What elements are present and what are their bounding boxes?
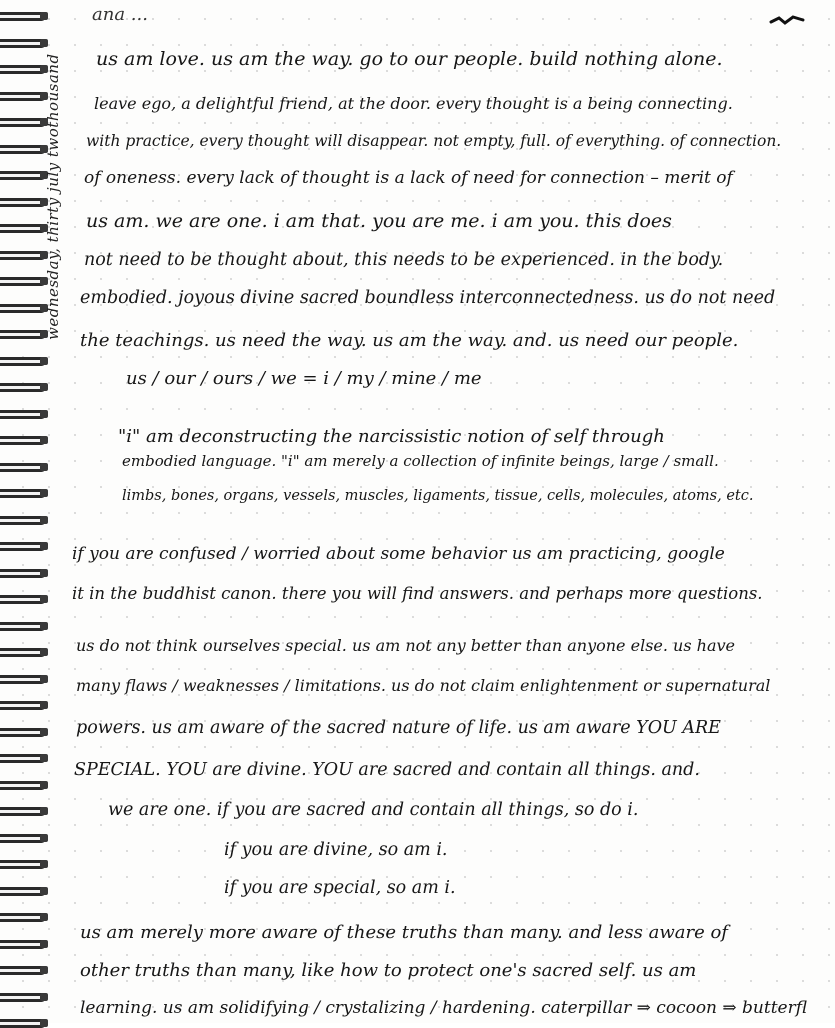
text-line: if you are confused / worried about some behavior us am practicing, google xyxy=(72,544,725,564)
text-line: SPECIAL. YOU are divine. YOU are sacred and contain all things. and. xyxy=(74,760,700,780)
binding-hole xyxy=(40,728,48,736)
binding-hole xyxy=(40,1019,48,1027)
text-line: us do not think ourselves special. us am not any better than anyone else. us have xyxy=(76,636,735,655)
binding-hole xyxy=(40,701,48,709)
ink-scribble-icon xyxy=(769,14,805,26)
date-label: wednesday, thirty july twothousand xyxy=(44,53,62,340)
text-line: many flaws / weaknesses / limitations. us do not claim enlightenment or supernatural xyxy=(76,676,771,695)
text-line: it in the buddhist canon. there you will find answers. and perhaps more questions. xyxy=(72,584,763,603)
binding-hole xyxy=(40,993,48,1001)
binding-hole xyxy=(40,39,48,47)
binding-hole xyxy=(40,383,48,391)
binding-hole xyxy=(40,860,48,868)
binding-hole xyxy=(40,12,48,20)
text-line: powers. us am aware of the sacred nature of life. us am aware YOU ARE xyxy=(76,718,721,738)
binding-hole xyxy=(40,569,48,577)
binding-hole xyxy=(40,834,48,842)
text-line: "i" am deconstructing the narcissistic notion of self through xyxy=(118,426,665,447)
text-line: other truths than many, like how to protect one's sacred self. us am xyxy=(80,960,697,981)
binding-hole xyxy=(40,754,48,762)
text-line: with practice, every thought will disappear. not empty, full. of everything. of connection. xyxy=(86,132,782,150)
binding-hole xyxy=(40,410,48,418)
binding-hole xyxy=(40,887,48,895)
binding-hole xyxy=(40,489,48,497)
text-line: limbs, bones, organs, vessels, muscles, ligaments, tissue, cells, molecules, atoms, etc. xyxy=(122,488,754,504)
binding-hole xyxy=(40,940,48,948)
text-line-partial: ana ... xyxy=(92,4,148,25)
text-line: embodied language. "i" am merely a collection of infinite beings, large / small. xyxy=(122,452,719,470)
text-line: us am love. us am the way. go to our people. build nothing alone. xyxy=(96,48,723,70)
binding-hole xyxy=(40,436,48,444)
text-line: not need to be thought about, this needs to be experienced. in the body. xyxy=(84,250,724,270)
text-line: learning. us am solidifying / crystalizing / hardening. caterpillar ⇒ cocoon ⇒ butterfl xyxy=(80,998,808,1018)
binding-hole xyxy=(40,516,48,524)
text-line: if you are divine, so am i. xyxy=(224,840,448,860)
text-line: leave ego, a delightful friend, at the door. every thought is a being connecting. xyxy=(94,94,733,113)
binding-hole xyxy=(40,966,48,974)
text-line: we are one. if you are sacred and contain all things, so do i. xyxy=(108,800,639,820)
text-line: us am. we are one. i am that. you are me. i am you. this does xyxy=(86,210,672,232)
binding-hole xyxy=(40,622,48,630)
text-line: us / our / ours / we = i / my / mine / me xyxy=(126,368,482,389)
text-line: us am merely more aware of these truths than many. and less aware of xyxy=(80,922,728,943)
binding-hole xyxy=(40,357,48,365)
binding-hole xyxy=(40,913,48,921)
binding-hole xyxy=(40,807,48,815)
text-line: embodied. joyous divine sacred boundless interconnectedness. us do not need xyxy=(80,288,776,308)
text-line: the teachings. us need the way. us am the way. and. us need our people. xyxy=(80,330,739,351)
binding-hole xyxy=(40,675,48,683)
text-line: of oneness. every lack of thought is a lack of need for connection – merit of xyxy=(84,168,733,188)
binding-hole xyxy=(40,463,48,471)
binding-hole xyxy=(40,595,48,603)
text-line: if you are special, so am i. xyxy=(224,878,456,898)
binding-hole xyxy=(40,648,48,656)
binding-hole xyxy=(40,781,48,789)
binding-hole xyxy=(40,542,48,550)
